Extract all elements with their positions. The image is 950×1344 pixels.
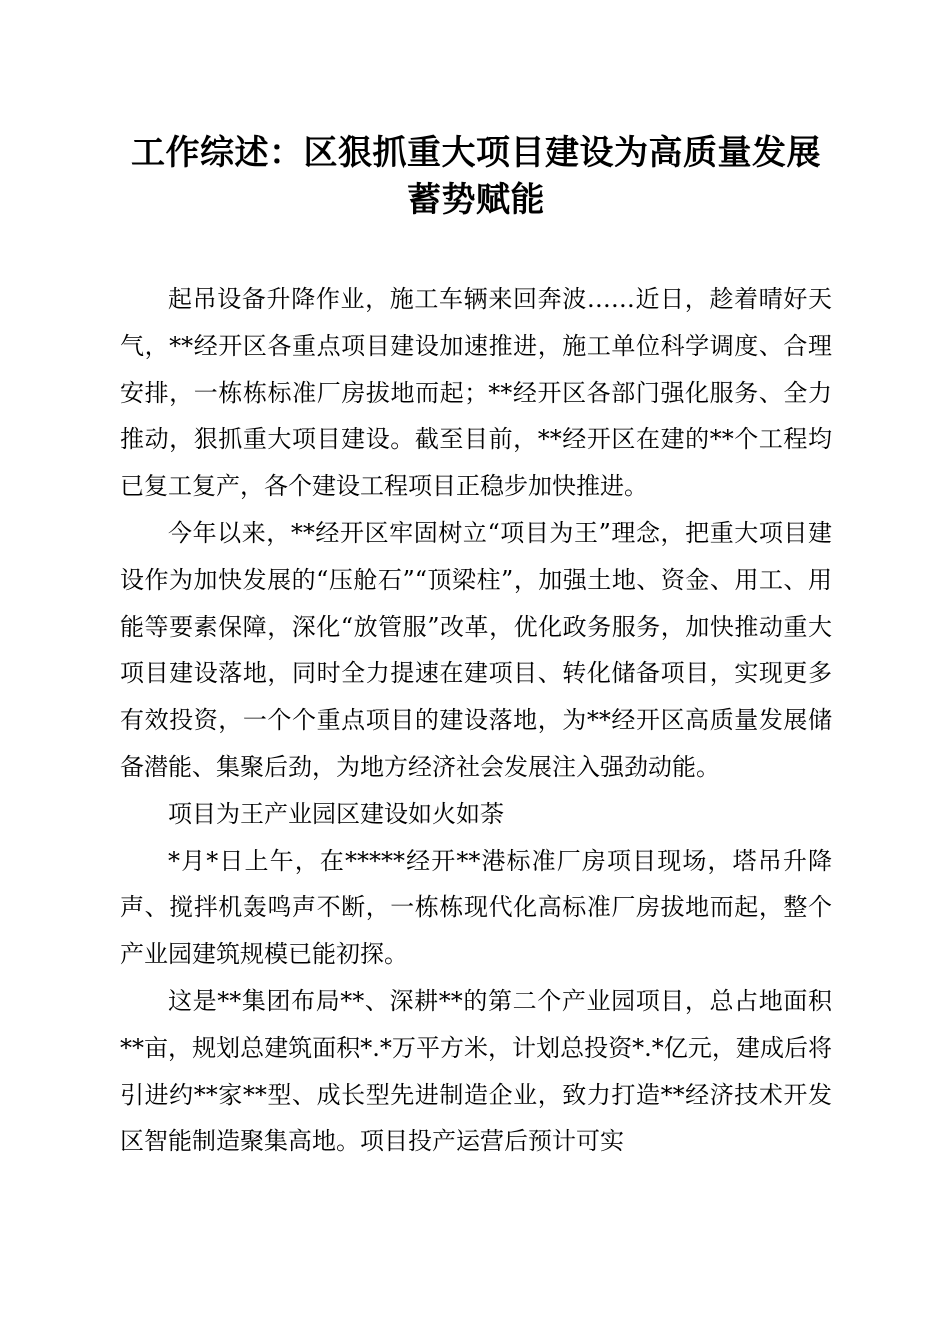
title-line-2: 蓄势赋能 bbox=[407, 180, 545, 220]
section-heading: 项目为王产业园区建设如火如荼 bbox=[168, 799, 504, 828]
paragraph-4: 这是**集团布局**、深耕**的第二个产业园项目，总占地面积**亩，规划总建筑面积*.*万平方米，计划总投资*.*亿元，建成后将引进约**家**型、成长型先进制造企业，致力打造**经济技术开发区智能制造聚集高地。项目投产运营后预计可实 bbox=[120, 986, 832, 1156]
title-line-1: 工作综述：区狠抓重大项目建设为高质量发展 bbox=[131, 133, 821, 173]
paragraph-2: 今年以来，**经开区牢固树立“项目为王”理念，把重大项目建设作为加快发展的“压舱石”“顶梁柱”，加强土地、资金、用工、用能等要素保障，深化“放管服”改革，优化政务服务，加快推动重大项目建设落地，同时全力提速在建项目、转化储备项目，实现更多有效投资，一个个重点项目的建设落地，为**经开区高质量发展储备潜能、集聚后劲，为地方经济社会发展注入强劲动能。 bbox=[120, 518, 832, 781]
document-body bbox=[120, 276, 832, 1165]
document-page bbox=[120, 130, 832, 1165]
document-title bbox=[120, 130, 832, 224]
paragraph-1: 起吊设备升降作业，施工车辆来回奔波……近日，趁着晴好天气，**经开区各重点项目建设加速推进，施工单位科学调度、合理安排，一栋栋标准厂房拔地而起；**经开区各部门强化服务、全力推动，狠抓重大项目建设。截至目前，**经开区在建的**个工程均已复工复产，各个建设工程项目正稳步加快推进。 bbox=[120, 285, 832, 501]
paragraph-3: *月*日上午，在*****经开**港标准厂房项目现场，塔吊升降声、搅拌机轰鸣声不断，一栋栋现代化高标准厂房拔地而起，整个产业园建筑规模已能初探。 bbox=[120, 846, 832, 969]
